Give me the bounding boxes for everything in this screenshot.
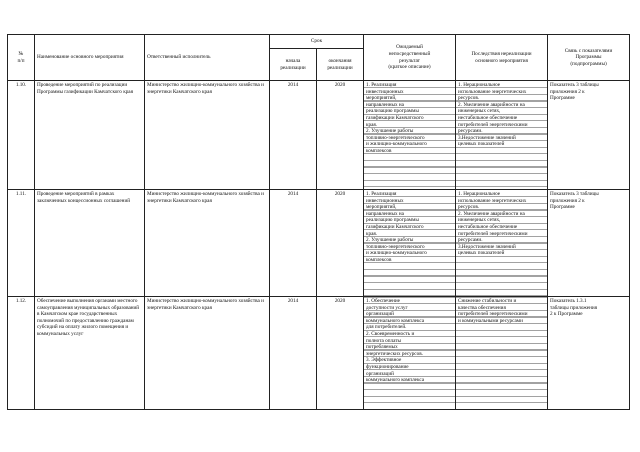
table-row [8, 190, 630, 297]
header-term: Срок [270, 35, 364, 49]
table-row [8, 81, 630, 190]
row-start: 2014 [270, 81, 317, 190]
row-end: 2020 [317, 81, 364, 190]
row-end: 2020 [317, 190, 364, 297]
row-name: Проведение мероприятий по реализации Программы газификации Камчатского края [35, 81, 145, 190]
row-result: 1. Реализация инвестиционных мероприятий, направленных на реализацию программы газификации Камчатского края. 2. Улучшение работы топливно-энергетического и жилищно-коммунального комплексов [364, 190, 456, 297]
row-consequences: 1. Нерациональное использование энергетических ресурсов. 2. Увеличение аварийности на инженерных сетях, нестабильное обеспечение потребителей энергетическими ресурсами. 3.Недостижение значений целевых показателей [456, 190, 548, 297]
header-start: начала реализации [270, 49, 317, 81]
header-consequences: Последствия нереализации основного мероприятия [456, 35, 548, 81]
header-link: Связь с показателями Программы (подпрограммы) [548, 35, 630, 81]
header-name: Наименование основного мероприятия [35, 35, 145, 81]
row-result: 1. Обеспечение доступности услуг организаций коммунального комплекса для потребителей. 2. Своевременность и полнота оплаты потребляемых энергетических ресурсов. 3. Эффективное функционирование организаций коммунального комплекса [364, 297, 456, 410]
row-executor: Министерство жилищно-коммунального хозяйства и энергетики Камчатского края [145, 190, 270, 297]
header-result: Ожидаемый непосредственный результат (краткое описание) [364, 35, 456, 81]
row-executor: Министерство жилищно-коммунального хозяйства и энергетики Камчатского края [145, 81, 270, 190]
row-result: 1. Реализация инвестиционных мероприятий, направленных на реализацию программы газификации Камчатского края. 2. Улучшение работы топливно-энергетического и жилищно-коммунального комплексов [364, 81, 456, 190]
row-num: 1.12. [8, 297, 35, 410]
header-num: № п/п [8, 35, 35, 81]
row-end: 2020 [317, 297, 364, 410]
row-link: Показатель 3 таблицы приложения 2 к Программе [548, 81, 630, 190]
header-executor: Ответственный исполнитель [145, 35, 270, 81]
row-executor: Министерство жилищно-коммунального хозяйства и энергетики Камчатского края [145, 297, 270, 410]
row-link: Показатель 1.3.1 таблицы приложения 2 к Программе [548, 297, 630, 410]
measures-table [7, 34, 630, 410]
row-name: Обеспечение выполнения органами местного самоуправления муниципальных образований в Камчатском крае государственных полномочий по предоставлению гражданам субсидий на оплату жилого помещения и коммунальных услуг [35, 297, 145, 410]
row-consequences: Снижение стабильности и качества обеспечения потребителей энергетическими и коммунальными ресурсами [456, 297, 548, 410]
table-row [8, 297, 630, 410]
row-num: 1.10. [8, 81, 35, 190]
header-end: окончания реализации [317, 49, 364, 81]
row-consequences: 1. Нерациональное использование энергетических ресурсов. 2. Увеличение аварийности на инженерных сетях, нестабильное обеспечение потребителей энергетическими ресурсами. 3.Недостижение значений целевых показателей [456, 81, 548, 190]
row-start: 2014 [270, 297, 317, 410]
row-num: 1.11. [8, 190, 35, 297]
row-name: Проведение мероприятий в рамках заключенных концессионных соглашений [35, 190, 145, 297]
row-link: Показатель 3 таблицы приложения 2 к Программе [548, 190, 630, 297]
row-start: 2014 [270, 190, 317, 297]
